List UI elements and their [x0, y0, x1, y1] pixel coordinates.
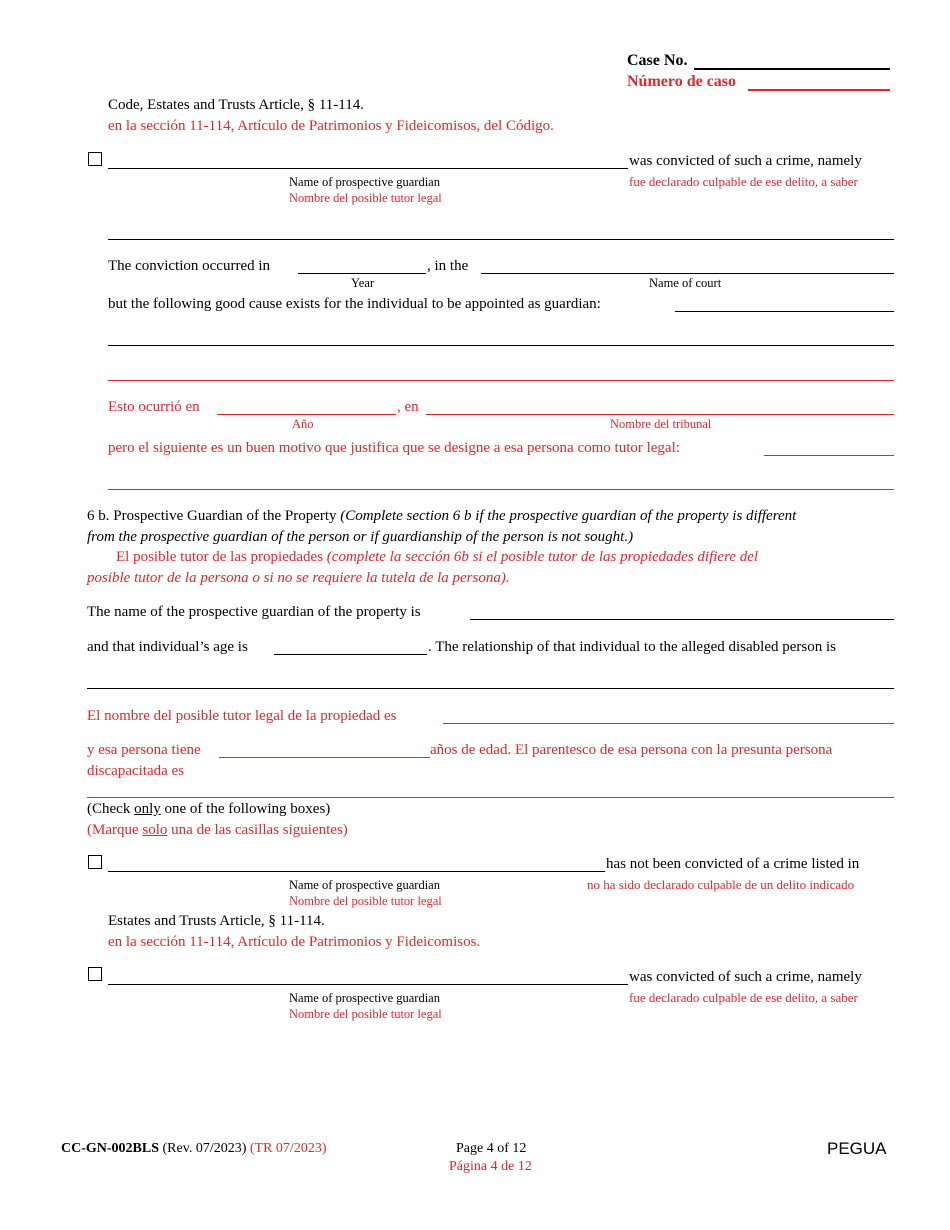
age-field[interactable] — [274, 654, 427, 655]
conviction-year-field-es[interactable] — [217, 414, 396, 415]
page-number: Page 4 of 12 — [456, 1141, 527, 1156]
guardian-name-caption: Name of prospective guardian — [289, 175, 440, 189]
guardian-name-caption-es-3: Nombre del posible tutor legal — [289, 1007, 442, 1021]
section-6b-note: from the prospective guardian of the person or if guardianship of the person is not sought.) — [87, 529, 634, 545]
good-cause-field[interactable] — [675, 311, 894, 312]
good-cause-text: but the following good cause exists for the individual to be appointed as guardian: — [108, 296, 601, 312]
page-number-es: Página 4 de 12 — [449, 1159, 532, 1174]
case-no-field[interactable] — [694, 68, 890, 70]
statute-reference-es-2: en la sección 11-114, Artículo de Patrimonios y Fideicomisos. — [108, 934, 481, 950]
court-caption-es: Nombre del tribunal — [610, 417, 712, 431]
guardian-name-caption-3: Name of prospective guardian — [289, 991, 440, 1005]
convicted-text-es-2: fue declarado culpable de ese delito, a saber — [629, 990, 858, 1005]
statute-reference: Code, Estates and Trusts Article, § 11-114. — [108, 97, 364, 113]
not-convicted-checkbox[interactable] — [88, 855, 102, 869]
age-text-es: y esa persona tiene — [87, 742, 201, 758]
relationship-field-es[interactable] — [87, 797, 894, 798]
guardian-name-caption-es: Nombre del posible tutor legal — [289, 191, 442, 205]
conviction-en-text-es: , en — [397, 399, 419, 415]
relationship-field[interactable] — [87, 688, 894, 689]
conviction-text-es: Esto ocurrió en — [108, 399, 200, 415]
section-6b-heading-es: El posible tutor de las propiedades (complete la sección 6b si el posible tutor de las propiedades difiere del — [116, 549, 759, 565]
year-caption-es: Año — [292, 417, 314, 431]
age-text: and that individual’s age is — [87, 639, 248, 655]
statute-reference-es: en la sección 11-114, Artículo de Patrimonios y Fideicomisos, del Código. — [108, 118, 554, 134]
case-no-label-es: Número de caso — [627, 73, 737, 90]
year-caption: Year — [351, 276, 375, 290]
not-convicted-text: has not been convicted of a crime listed in — [606, 856, 860, 872]
property-guardian-name-text: The name of the prospective guardian of the property is — [87, 604, 421, 620]
guardian-name-caption-es-2: Nombre del posible tutor legal — [289, 894, 442, 908]
good-cause-field-es[interactable] — [108, 380, 894, 381]
property-guardian-name-text-es: El nombre del posible tutor legal de la propiedad es — [87, 708, 397, 724]
section-6b-heading: 6 b. Prospective Guardian of the Property (Complete section 6 b if the prospective guardian of the property is different — [87, 508, 797, 524]
form-code: PEGUA — [827, 1139, 887, 1158]
property-guardian-name-field-3[interactable] — [108, 984, 628, 985]
relationship-text: . The relationship of that individual to the alleged disabled person is — [428, 639, 836, 655]
statute-reference-2: Estates and Trusts Article, § 11-114. — [108, 913, 325, 929]
court-caption: Name of court — [649, 276, 722, 290]
form-id: CC-GN-002BLS (Rev. 07/2023) (TR 07/2023) — [61, 1141, 327, 1156]
check-instruction-es: (Marque solo una de las casillas siguientes) — [87, 822, 348, 838]
court-name-field-es[interactable] — [426, 414, 894, 415]
convicted-text-2: was convicted of such a crime, namely — [629, 969, 862, 985]
section-6b-note-es: posible tutor de la persona o si no se requiere la tutela de la persona). — [87, 570, 510, 586]
convicted-checkbox[interactable] — [88, 152, 102, 166]
convicted-text-es: fue declarado culpable de ese delito, a saber — [629, 174, 858, 189]
conviction-text: The conviction occurred in — [108, 258, 271, 274]
conviction-in-the-text: , in the — [427, 258, 469, 274]
good-cause-field-2[interactable] — [108, 345, 894, 346]
guardian-name-field[interactable] — [108, 168, 628, 169]
court-name-field[interactable] — [481, 273, 894, 274]
not-convicted-text-es: no ha sido declarado culpable de un delito indicado — [587, 877, 855, 892]
good-cause-text-es: pero el siguiente es un buen motivo que justifica que se designe a esa persona como tutor legal: — [108, 440, 680, 456]
guardian-name-caption-2: Name of prospective guardian — [289, 878, 440, 892]
property-guardian-name-field-es[interactable] — [443, 723, 894, 724]
relationship-text-es-2: discapacitada es — [87, 763, 185, 779]
property-guardian-name-field[interactable] — [470, 619, 894, 620]
conviction-year-field[interactable] — [298, 273, 426, 274]
convicted-text: was convicted of such a crime, namely — [629, 153, 862, 169]
case-no-label: Case No. — [627, 52, 688, 69]
crime-description-field[interactable] — [108, 239, 894, 240]
age-field-es[interactable] — [219, 757, 430, 758]
check-instruction: (Check only one of the following boxes) — [87, 801, 331, 817]
relationship-text-es: años de edad. El parentesco de esa persona con la presunta persona — [430, 742, 833, 758]
property-guardian-name-field-2[interactable] — [108, 871, 605, 872]
good-cause-field-es-3[interactable] — [108, 489, 894, 490]
convicted-checkbox-2[interactable] — [88, 967, 102, 981]
good-cause-field-es-2[interactable] — [764, 455, 894, 456]
case-no-field-es[interactable] — [748, 89, 890, 91]
